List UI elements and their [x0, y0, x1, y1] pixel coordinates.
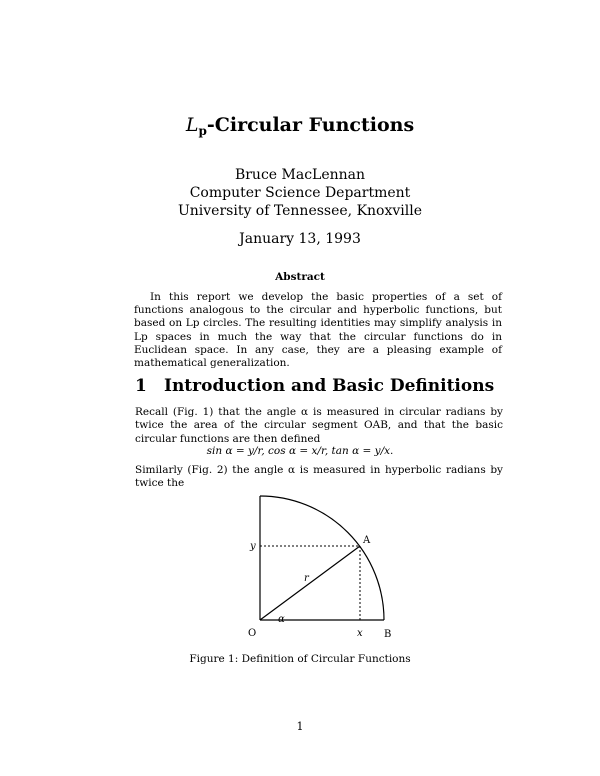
paragraph-intro: Recall (Fig. 1) that the angle α is measured in circular radians by twice the area of the circular segment OAB, and that the basic circular functions are then defined	[135, 406, 503, 445]
label-B: B	[384, 629, 392, 640]
page-number: 1	[296, 720, 304, 733]
label-x: x	[357, 628, 363, 639]
abstract-body: In this report we develop the basic properties of a set of functions analogous to the circular and hyperbolic functions, but based on Lp circles. The resulting identities may simplify analysis in Lp spaces in much the way that the circular functions do in Euclidean space. In any case, they are a pleasing example of mathematical generalization.	[134, 291, 502, 370]
paragraph-similarly: Similarly (Fig. 2) the angle α is measured in hyperbolic radians by twice the	[135, 464, 503, 490]
title-math-subscript: p	[198, 124, 207, 138]
author-university: University of Tennessee, Knoxville	[177, 203, 422, 219]
author-department: Computer Science Department	[189, 185, 411, 201]
author-name: Bruce MacLennan	[234, 167, 366, 183]
abstract-heading: Abstract	[275, 271, 325, 283]
label-A: A	[363, 535, 371, 546]
section-heading	[135, 376, 494, 396]
title-math-L: L	[185, 114, 199, 136]
section-number: 1	[135, 376, 147, 396]
label-r: r	[304, 573, 309, 584]
section-title: Introduction and Basic Definitions	[164, 376, 495, 396]
radius-line	[260, 546, 360, 620]
label-O: O	[248, 628, 257, 639]
label-y: y	[250, 541, 256, 552]
paper-title	[0, 114, 600, 138]
figure-caption: Figure 1: Definition of Circular Functions	[189, 653, 411, 665]
label-alpha: α	[278, 614, 285, 625]
title-text: -Circular Functions	[206, 114, 415, 136]
figure-circular-diagram	[240, 488, 410, 644]
paper-date: January 13, 1993	[239, 231, 361, 247]
circular-arc	[260, 496, 384, 620]
equation-circular: sin α = y/r, cos α = x/r, tan α = y/x.	[206, 445, 394, 457]
